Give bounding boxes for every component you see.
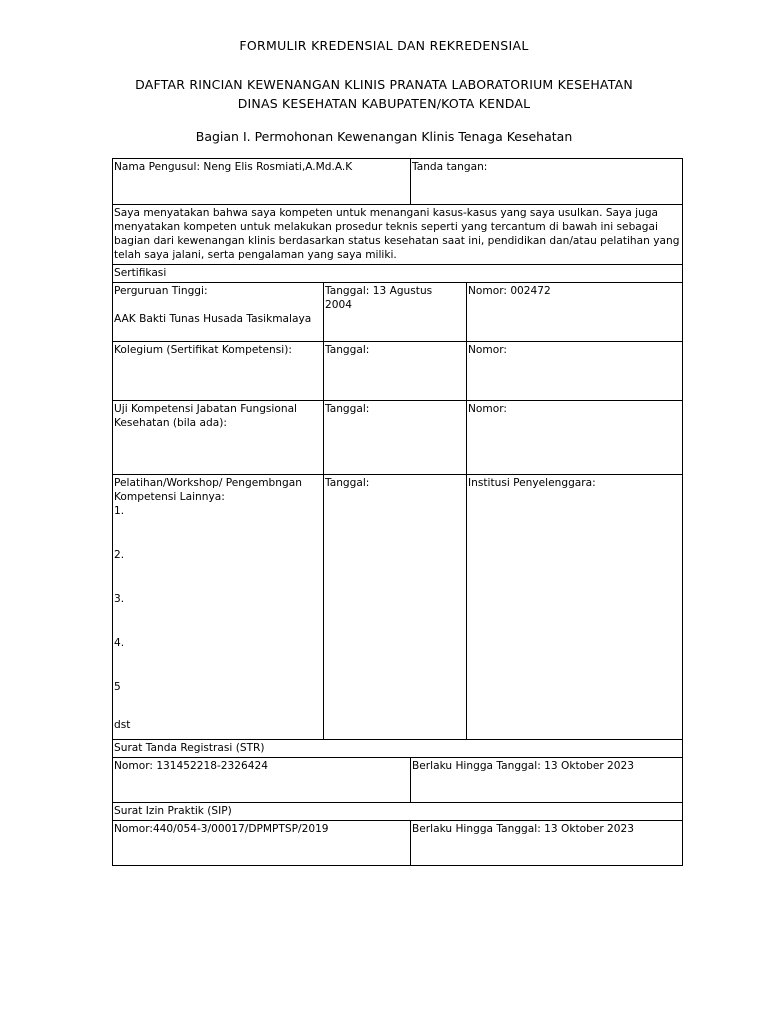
collegium-row — [113, 342, 683, 401]
str-row — [113, 758, 683, 803]
sip-valid: Berlaku Hingga Tanggal: 13 Oktober 2023 — [411, 821, 683, 866]
training-row — [113, 475, 683, 740]
certification-row — [113, 265, 683, 283]
training-label: Pelatihan/Workshop/ Pengembngan Kompetensi Lainnya: — [114, 477, 302, 503]
exam-date: Tanggal: — [324, 401, 467, 475]
training-item: 2. — [114, 549, 125, 561]
collegium-label: Kolegium (Sertifikat Kompetensi): — [113, 342, 324, 401]
training-cell — [113, 475, 324, 740]
training-item: 3. — [114, 593, 125, 605]
spacer — [114, 562, 322, 592]
university-name: AAK Bakti Tunas Husada Tasikmalaya — [114, 313, 312, 325]
exam-row — [113, 401, 683, 475]
signature-label: Tanda tangan: — [412, 161, 488, 173]
list-title-line1: DAFTAR RINCIAN KEWENANGAN KLINIS PRANATA LABORATORIUM KESEHATAN — [135, 77, 633, 92]
exam-label: Uji Kompetensi Jabatan Fungsional Kesehatan (bila ada): — [113, 401, 324, 475]
certification-label: Sertifikasi — [113, 265, 683, 283]
university-label: Perguruan Tinggi: — [114, 285, 208, 297]
signature-cell — [411, 159, 683, 205]
exam-number: Nomor: — [467, 401, 683, 475]
university-row — [113, 283, 683, 342]
university-cell — [113, 283, 324, 342]
applicant-name-cell — [113, 159, 411, 205]
spacer — [114, 298, 322, 312]
applicant-name: Nama Pengusul: Neng Elis Rosmiati,A.Md.A.K — [114, 161, 353, 173]
sip-label-row — [113, 803, 683, 821]
statement-row — [113, 205, 683, 265]
university-number: Nomor: 002472 — [467, 283, 683, 342]
training-item: 5 — [114, 681, 121, 693]
university-date: Tanggal: 13 Agustus 2004 — [324, 283, 467, 342]
training-institution: Institusi Penyelenggara: — [467, 475, 683, 740]
spacer — [114, 606, 322, 636]
credential-form-table — [112, 158, 683, 866]
str-label-row — [113, 740, 683, 758]
str-label: Surat Tanda Registrasi (STR) — [113, 740, 683, 758]
str-number: Nomor: 131452218-2326424 — [113, 758, 411, 803]
spacer — [114, 694, 322, 718]
training-item: 4. — [114, 637, 125, 649]
sip-row — [113, 821, 683, 866]
str-valid: Berlaku Hingga Tanggal: 13 Oktober 2023 — [411, 758, 683, 803]
training-item: 1. — [114, 505, 125, 517]
sip-label: Surat Izin Praktik (SIP) — [113, 803, 683, 821]
form-title: FORMULIR KREDENSIAL DAN REKREDENSIAL — [239, 38, 529, 53]
statement-cell: Saya menyatakan bahwa saya kompeten untuk menangani kasus-kasus yang saya usulkan. Saya juga menyatakan kompeten untuk melakukan prosedur teknis seperti yang tercantum di bawah ini sebagai bagian dari kewenangan klinis berdasarkan status kesehatan saat ini, pendidikan dan/atau pelatihan yang telah saya jalani, serta pengalaman yang saya miliki. — [113, 205, 683, 265]
collegium-date: Tanggal: — [324, 342, 467, 401]
spacer — [114, 650, 322, 680]
training-item: dst — [114, 719, 131, 731]
spacer — [114, 518, 322, 548]
training-date: Tanggal: — [324, 475, 467, 740]
list-title-line2: DINAS KESEHATAN KABUPATEN/KOTA KENDAL — [237, 96, 531, 111]
sip-number: Nomor:440/054-3/00017/DPMPTSP/2019 — [113, 821, 411, 866]
section-title: Bagian I. Permohonan Kewenangan Klinis Tenaga Kesehatan — [195, 129, 573, 144]
collegium-number: Nomor: — [467, 342, 683, 401]
applicant-row — [113, 159, 683, 205]
